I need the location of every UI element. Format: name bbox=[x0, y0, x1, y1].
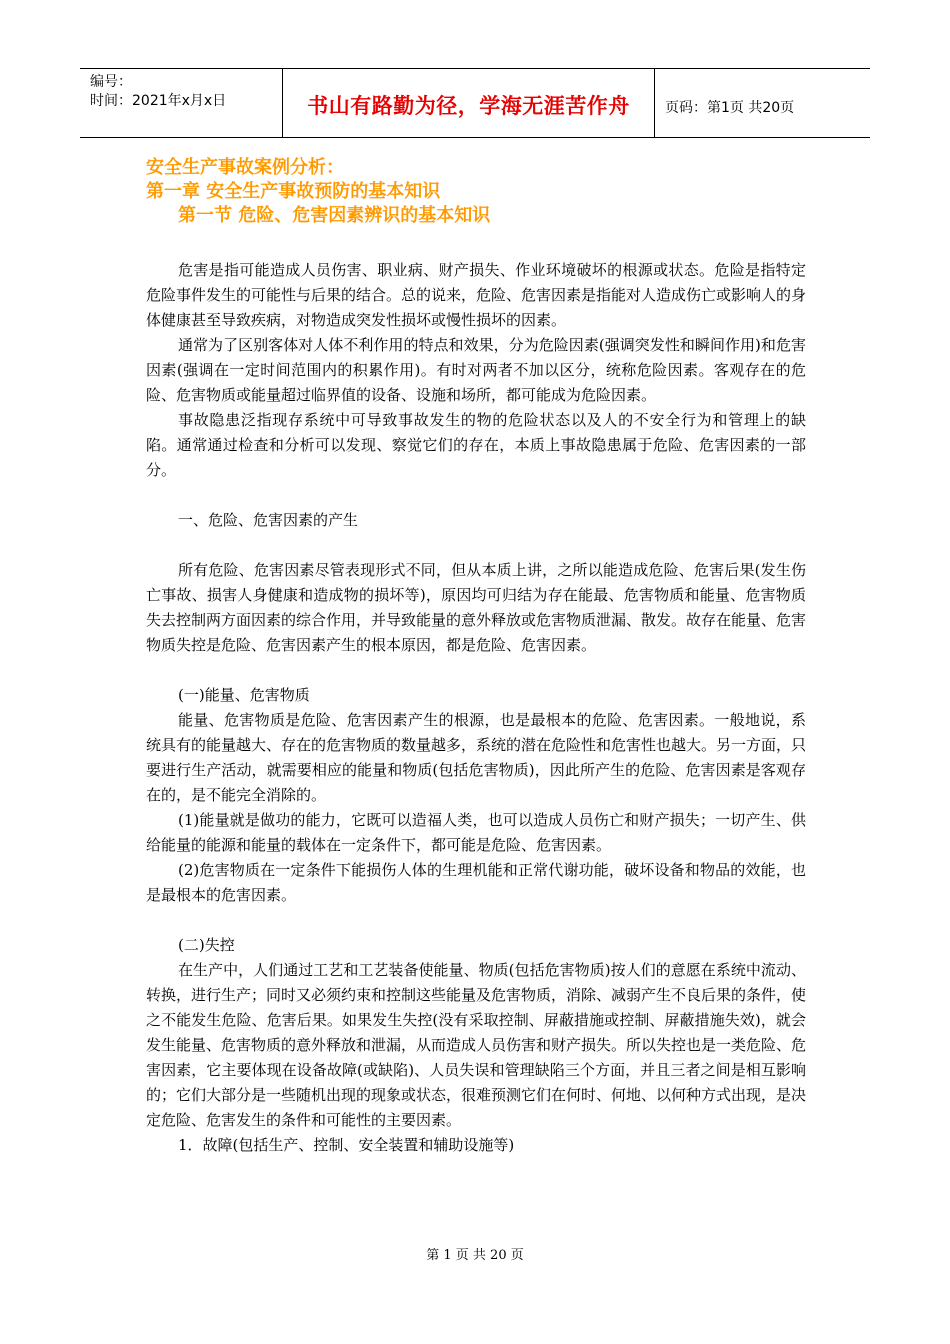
paragraph: (2)危害物质在一定条件下能损伤人体的生理机能和正常代谢功能，破坏设备和物品的效能，也是最根本的危害因素。 bbox=[146, 861, 806, 904]
header-table bbox=[80, 68, 870, 138]
number-label: 编号： bbox=[90, 74, 132, 90]
paragraph: 通常为了区别客体对人体不利作用的特点和效果，分为危险因素(强调突发性和瞬间作用)和危害因素(强调在一定时间范围内的积累作用)。有时对两者不加以区分，统称危险因素。客观存在的危险、危害物质或能量超过临界值的设备、设施和场所，都可能成为危险因素。 bbox=[146, 336, 806, 404]
title-chapter: 第一章 安全生产事故预防的基本知识 bbox=[146, 181, 441, 202]
paragraph: 事故隐患泛指现存系统中可导致事故发生的物的危险状态以及人的不安全行为和管理上的缺陷。通常通过检查和分析可以发现、察觉它们的存在，本质上事故隐患属于危险、危害因素的一部分。 bbox=[146, 411, 806, 479]
subsection-heading: (二)失控 bbox=[178, 936, 235, 954]
paragraph: 危害是指可能造成人员伤害、职业病、财产损失、作业环境破坏的根源或状态。危险是指特定危险事件发生的可能性与后果的结合。总的说来，危险、危害因素是指能对人造成伤亡或影响人的身体健康甚至导致疾病，对物造成突发性损坏或慢性损坏的因素。 bbox=[146, 261, 807, 329]
motto: 书山有路勤为径，学海无涯苦作舟 bbox=[307, 94, 630, 118]
paragraph: 所有危险、危害因素尽管表现形式不同，但从本质上讲，之所以能造成危险、危害后果(发生伤亡事故、损害人身健康和造成物的损坏等)，原因均可归结为存在能最、危害物质和能量、危害物质失去控制两方面因素的综合作用，并导致能量的意外释放或危害物质泄漏、散发。故存在能量、危害物质失控是危险、危害因素产生的根本原因，都是危险、危害因素。 bbox=[146, 561, 807, 654]
subsection-heading: (一)能量、危害物质 bbox=[178, 686, 310, 704]
title-section: 第一节 危险、危害因素辨识的基本知识 bbox=[178, 205, 491, 226]
page-footer: 第 1 页 共 20 页 bbox=[426, 1248, 524, 1263]
section-heading: 一、危险、危害因素的产生 bbox=[178, 511, 359, 529]
paragraph: (1)能量就是做功的能力，它既可以造福人类，也可以造成人员伤亡和财产损失；一切产生、供给能量的能源和能量的载体在一定条件下，都可能是危险、危害因素。 bbox=[146, 811, 806, 854]
paragraph: 能量、危害物质是危险、危害因素产生的根源，也是最根本的危险、危害因素。一般地说，系统具有的能量越大、存在的危害物质的数量越多，系统的潜在危险性和危害性也越大。另一方面，只要进行生产活动，就需要相应的能量和物质(包括危害物质)，因此所产生的危险、危害因素是客观存在的，是不能完全消除的。 bbox=[146, 711, 807, 804]
header-right-cell bbox=[655, 73, 870, 141]
document-titles bbox=[146, 156, 490, 228]
list-item: 1．故障(包括生产、控制、安全装置和辅助设施等) bbox=[178, 1136, 515, 1154]
title-case-analysis: 安全生产事故案例分析： bbox=[146, 157, 344, 178]
time-label: 时间：2021年x月x日 bbox=[90, 93, 227, 109]
header-left-cell bbox=[80, 69, 283, 137]
header-middle-cell bbox=[283, 69, 655, 137]
document-body bbox=[146, 258, 806, 1158]
paragraph: 在生产中，人们通过工艺和工艺装备使能量、物质(包括危害物质)按人们的意愿在系统中流动、转换，进行生产；同时又必须约束和控制这些能量及危害物质，消除、减弱产生不良后果的条件，使之不能发生危险、危害后果。如果发生失控(没有采取控制、屏蔽措施或控制、屏蔽措施失效)，就会发生能量、危害物质的意外释放和泄漏，从而造成人员伤害和财产损失。所以失控也是一类危险、危害因素，它主要体现在设备故障(或缺陷)、人员失误和管理缺陷三个方面，并且三者之间是相互影响的；它们大部分是一些随机出现的现象或状态，很难预测它们在何时、何地、以何种方式出现，是决定危险、危害发生的条件和可能性的主要因素。 bbox=[146, 961, 807, 1129]
page-info: 页码：第1页 共20页 bbox=[665, 100, 795, 116]
